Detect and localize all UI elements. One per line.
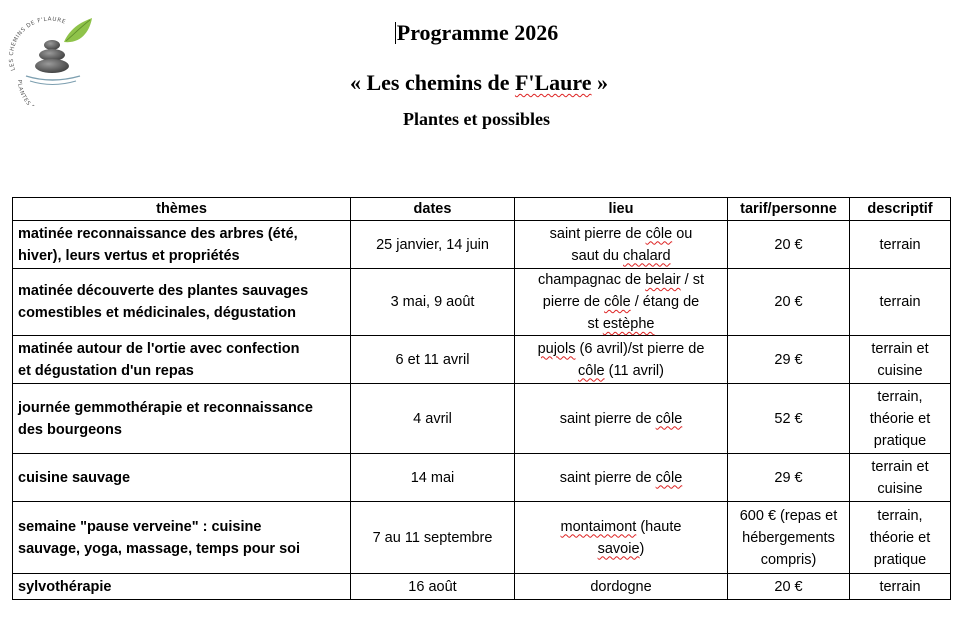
- spellcheck-word: côle: [578, 362, 605, 379]
- cell-line: terrain: [879, 578, 921, 595]
- cell-line: 20 €: [774, 294, 803, 310]
- subtitle-close: »: [591, 70, 609, 95]
- cell-dates: [351, 221, 515, 269]
- subtitle-name: F'Laure: [514, 70, 592, 95]
- cell-line: saint pierre de côle: [559, 410, 683, 427]
- cell-dates: [351, 336, 515, 384]
- cell-tarif: [728, 336, 850, 384]
- cell-line: des bourgeons: [18, 421, 122, 438]
- cell-tarif: [728, 221, 850, 269]
- cell-line: pratique: [873, 432, 927, 449]
- spellcheck-word: chalard: [623, 247, 671, 264]
- cell-tarif: [728, 454, 850, 502]
- cell-line: sylvothérapie: [18, 578, 112, 595]
- cell-line: terrain,: [877, 388, 923, 405]
- subtitle-open: « Les chemins de: [349, 70, 515, 95]
- cell-line: cuisine sauvage: [18, 469, 131, 486]
- cell-descriptif: [850, 574, 951, 600]
- cell-line: saint pierre de côle ou: [549, 225, 693, 242]
- cell-lieu: [515, 502, 728, 574]
- cell-theme: [13, 454, 351, 502]
- column-header-themes: thèmes: [13, 198, 351, 221]
- cell-line: comestibles et médicinales, dégustation: [18, 305, 296, 321]
- cell-line: savoie): [597, 540, 645, 557]
- cell-line: semaine "pause verveine" : cuisine: [18, 518, 262, 535]
- cell-line: montaimont (haute: [560, 518, 682, 535]
- cell-dates: [351, 384, 515, 454]
- spellcheck-word: belair: [645, 272, 681, 288]
- cell-tarif: [728, 269, 850, 336]
- spellcheck-word: côle: [655, 469, 683, 486]
- cell-line: terrain: [879, 236, 921, 253]
- cell-theme: [13, 221, 351, 269]
- cell-line: théorie et: [869, 529, 931, 546]
- table-row: [13, 454, 951, 502]
- page-tagline: Plantes et possibles: [402, 109, 550, 129]
- cell-line: terrain,: [877, 507, 923, 524]
- table-row: [13, 384, 951, 454]
- logo-text-top: LES CHEMINS DE F'LAURE: [8, 16, 67, 72]
- cell-theme: [13, 574, 351, 600]
- cell-line: 7 au 11 septembre: [372, 529, 493, 546]
- cell-line: 29 €: [774, 351, 803, 368]
- cell-dates: [351, 574, 515, 600]
- table-row: [13, 336, 951, 384]
- cell-theme: [13, 336, 351, 384]
- cell-line: théorie et: [869, 410, 931, 427]
- cell-lieu: [515, 454, 728, 502]
- spellcheck-word: montaimont: [560, 518, 637, 535]
- cell-line: 25 janvier, 14 juin: [376, 236, 489, 253]
- cell-line: champagnac de belair / st: [537, 272, 705, 288]
- cell-lieu: [515, 384, 728, 454]
- cell-line: et dégustation d'un repas: [18, 362, 194, 379]
- cell-line: matinée reconnaissance des arbres (été,: [18, 225, 298, 242]
- cell-line: 6 et 11 avril: [395, 351, 470, 368]
- cell-descriptif: [850, 502, 951, 574]
- cell-lieu: [515, 574, 728, 600]
- cell-line: hébergements: [742, 529, 835, 546]
- cell-line: 20 €: [774, 236, 803, 253]
- cell-line: 3 mai, 9 août: [390, 294, 475, 310]
- cell-line: 4 avril: [413, 410, 452, 427]
- cell-tarif: [728, 502, 850, 574]
- spellcheck-word: côle: [645, 225, 673, 242]
- cell-descriptif: [850, 336, 951, 384]
- spellcheck-word: pujols: [537, 340, 576, 357]
- program-table: [12, 197, 951, 600]
- cell-tarif: [728, 574, 850, 600]
- cell-line: dordogne: [590, 578, 652, 595]
- cell-line: sauvage, yoga, massage, temps pour soi: [18, 540, 301, 557]
- cell-lieu: [515, 221, 728, 269]
- cell-lieu: [515, 336, 728, 384]
- cell-line: 600 € (repas et: [739, 507, 838, 524]
- spellcheck-word: côle: [604, 294, 631, 310]
- column-header-dates: dates: [351, 198, 515, 221]
- cell-tarif: [728, 384, 850, 454]
- cell-descriptif: [850, 454, 951, 502]
- cell-line: cuisine: [877, 480, 923, 497]
- page-title: [0, 20, 953, 46]
- table-row: [13, 221, 951, 269]
- cell-line: saut du chalard: [571, 247, 671, 264]
- table-row: [13, 502, 951, 574]
- cell-line: matinée découverte des plantes sauvages: [18, 283, 309, 299]
- cell-theme: [13, 269, 351, 336]
- cell-line: 16 août: [408, 578, 457, 595]
- logo-text-bottom: PLANTES: [15, 79, 32, 106]
- cell-dates: [351, 454, 515, 502]
- cell-line: 29 €: [774, 469, 803, 486]
- column-header-tarif: tarif/personne: [728, 198, 850, 221]
- cell-line: cuisine: [877, 362, 923, 379]
- column-header-lieu: lieu: [515, 198, 728, 221]
- cell-dates: [351, 269, 515, 336]
- cell-line: terrain: [879, 294, 921, 310]
- table-row: [13, 574, 951, 600]
- cell-descriptif: [850, 384, 951, 454]
- cell-line: hiver), leurs vertus et propriétés: [18, 247, 240, 264]
- cell-line: terrain et: [871, 458, 929, 475]
- cell-line: compris): [760, 551, 817, 568]
- cell-dates: [351, 502, 515, 574]
- page-title-text: Programme 2026: [396, 20, 559, 45]
- cell-line: pierre de côle / étang de: [542, 294, 700, 310]
- cell-line: côle (11 avril): [578, 362, 664, 379]
- cell-line: st estèphe: [587, 316, 655, 332]
- column-header-descriptif: descriptif: [850, 198, 951, 221]
- cell-lieu: [515, 269, 728, 336]
- cell-line: terrain et: [871, 340, 929, 357]
- cell-line: matinée autour de l'ortie avec confection: [18, 340, 300, 357]
- table-header-row: [13, 198, 951, 221]
- spellcheck-word: estèphe: [602, 316, 655, 332]
- spellcheck-word: savoie: [597, 540, 640, 557]
- cell-line: 52 €: [774, 410, 803, 427]
- cell-line: pujols (6 avril)/st pierre de: [537, 340, 705, 357]
- cell-line: pratique: [873, 551, 927, 568]
- cell-descriptif: [850, 269, 951, 336]
- cell-descriptif: [850, 221, 951, 269]
- cell-line: 14 mai: [410, 469, 455, 486]
- table-row: [13, 269, 951, 336]
- cell-theme: [13, 502, 351, 574]
- spellcheck-word: côle: [655, 410, 683, 427]
- cell-line: journée gemmothérapie et reconnaissance: [18, 399, 313, 416]
- text-cursor: [395, 22, 396, 44]
- cell-line: 20 €: [774, 578, 803, 595]
- cell-line: saint pierre de côle: [559, 469, 683, 486]
- cell-theme: [13, 384, 351, 454]
- page-subtitle: [0, 70, 958, 96]
